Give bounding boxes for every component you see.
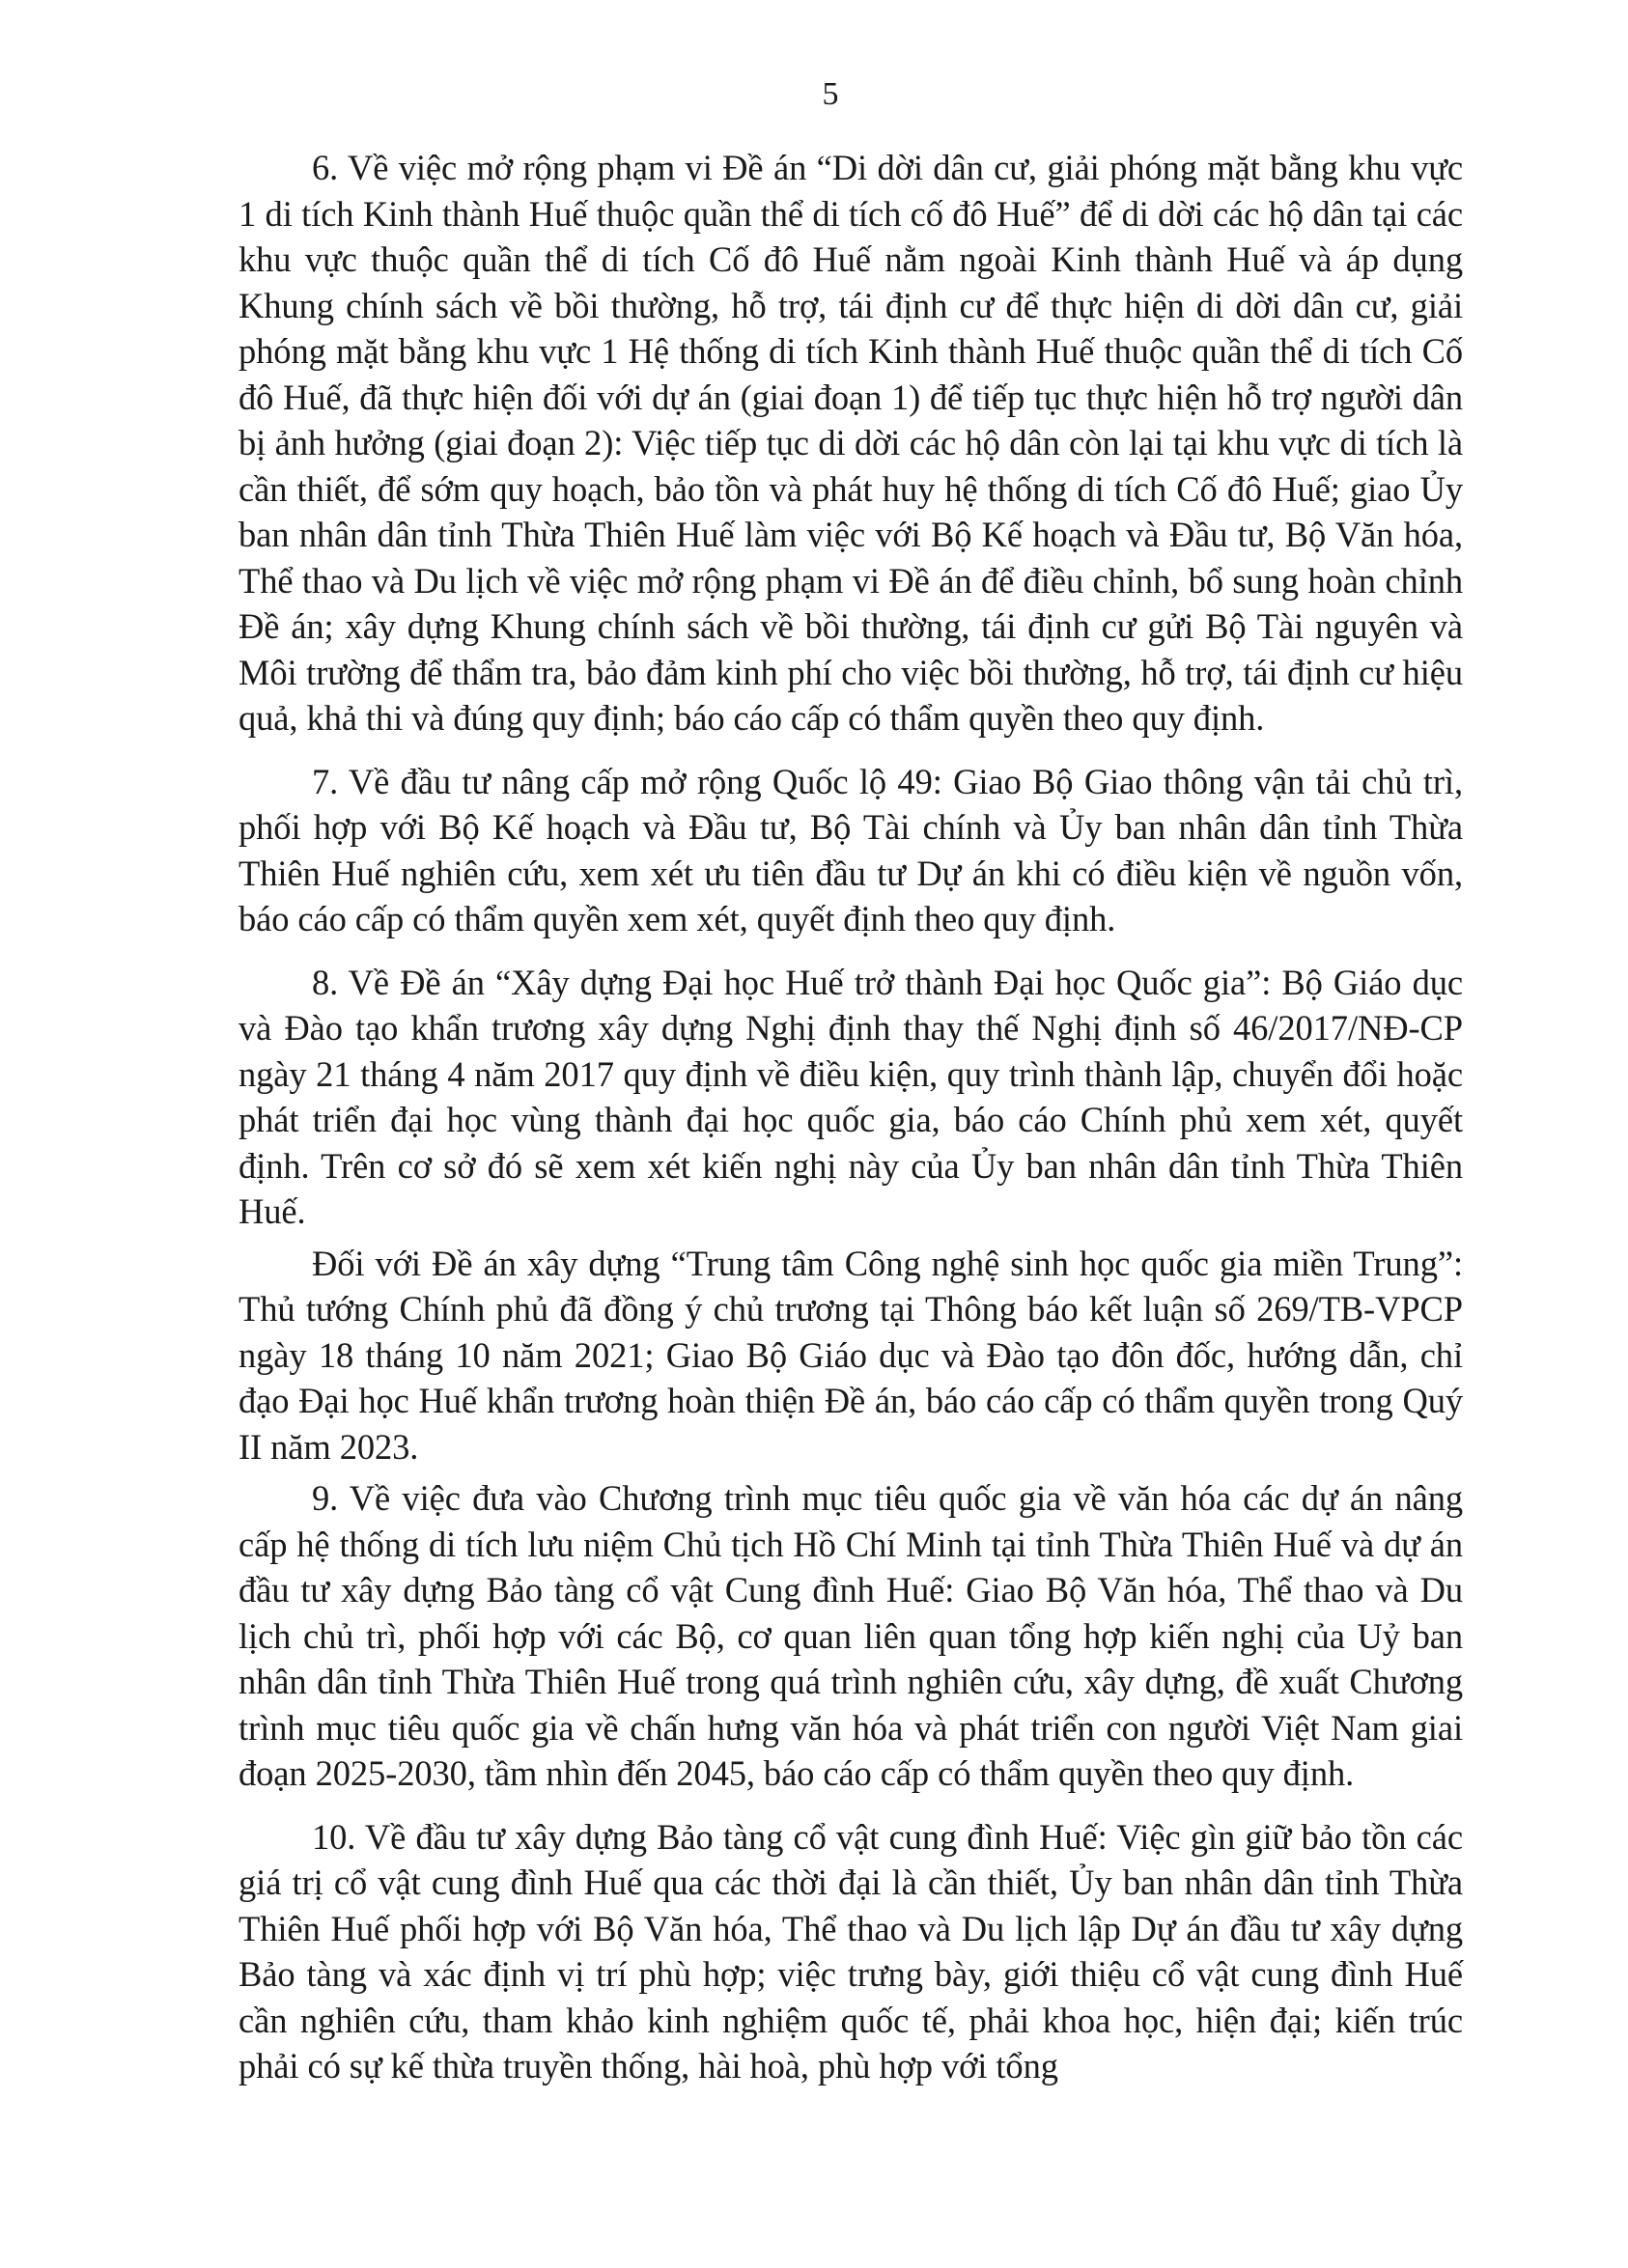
paragraph-6: 6. Về việc mở rộng phạm vi Đề án “Di dời dân cư, giải phóng mặt bằng khu vực 1 di tích Kinh thành Huế thuộc quần thể di tích cố đô Huế” để di dời các hộ dân tại các khu vực thuộc quần thể di tích Cố đô Huế nằm ngoài Kinh thành Huế và áp dụng Khung chính sách về bồi thường, hỗ trợ, tái định cư để thực hiện di dời dân cư, giải phóng mặt bằng khu vực 1 Hệ thống di tích Kinh thành Huế thuộc quần thể di tích Cố đô Huế, đã thực hiện đối với dự án (giai đoạn 1) để tiếp tục thực hiện hỗ trợ người dân bị ảnh hưởng (giai đoạn 2): Việc tiếp tục di dời các hộ dân còn lại tại khu vực di tích là cần thiết, để sớm quy hoạch, bảo tồn và phát huy hệ thống di tích Cố đô Huế; giao Ủy ban nhân dân tỉnh Thừa Thiên Huế làm việc với Bộ Kế hoạch và Đầu tư, Bộ Văn hóa, Thể thao và Du lịch về việc mở rộng phạm vi Đề án để điều chỉnh, bổ sung hoàn chỉnh Đề án; xây dựng Khung chính sách về bồi thường, tái định cư gửi Bộ Tài nguyên và Môi trường để thẩm tra, bảo đảm kinh phí cho việc bồi thường, hỗ trợ, tái định cư hiệu quả, khả thi và đúng quy định; báo cáo cấp có thẩm quyền theo quy định. (239, 148, 1463, 738)
document-body (239, 145, 1463, 2089)
paragraph-8: 8. Về Đề án “Xây dựng Đại học Huế trở thành Đại học Quốc gia”: Bộ Giáo dục và Đào tạo khẩn trương xây dựng Nghị định thay thế Nghị định số 46/2017/NĐ-CP ngày 21 tháng 4 năm 2017 quy định về điều kiện, quy trình thành lập, chuyển đổi hoặc phát triển đại học vùng thành đại học quốc gia, báo cáo Chính phủ xem xét, quyết định. Trên cơ sở đó sẽ xem xét kiến nghị này của Ủy ban nhân dân tỉnh Thừa Thiên Huế. (239, 962, 1463, 1231)
paragraph-8-biotech: Đối với Đề án xây dựng “Trung tâm Công nghệ sinh học quốc gia miền Trung”: Thủ tướng Chính phủ đã đồng ý chủ trương tại Thông báo kết luận số 269/TB-VPCP ngày 18 tháng 10 năm 2021; Giao Bộ Giáo dục và Đào tạo đôn đốc, hướng dẫn, chỉ đạo Đại học Huế khẩn trương hoàn thiện Đề án, báo cáo cấp có thẩm quyền trong Quý II năm 2023. (239, 1243, 1463, 1467)
paragraph-9: 9. Về việc đưa vào Chương trình mục tiêu quốc gia về văn hóa các dự án nâng cấp hệ thống di tích lưu niệm Chủ tịch Hồ Chí Minh tại tỉnh Thừa Thiên Huế và dự án đầu tư xây dựng Bảo tàng cổ vật Cung đình Huế: Giao Bộ Văn hóa, Thể thao và Du lịch chủ trì, phối hợp với các Bộ, cơ quan liên quan tổng hợp kiến nghị của Uỷ ban nhân dân tỉnh Thừa Thiên Huế trong quá trình nghiên cứu, xây dựng, đề xuất Chương trình mục tiêu quốc gia về chấn hưng văn hóa và phát triển con người Việt Nam giai đoạn 2025-2030, tầm nhìn đến 2045, báo cáo cấp có thẩm quyền theo quy định. (239, 1478, 1463, 1793)
page-number: 5 (822, 76, 839, 112)
paragraph-7: 7. Về đầu tư nâng cấp mở rộng Quốc lộ 49: Giao Bộ Giao thông vận tải chủ trì, phối hợp với Bộ Kế hoạch và Đầu tư, Bộ Tài chính và Ủy ban nhân dân tỉnh Thừa Thiên Huế nghiên cứu, xem xét ưu tiên đầu tư Dự án khi có điều kiện về nguồn vốn, báo cáo cấp có thẩm quyền xem xét, quyết định theo quy định. (239, 761, 1463, 938)
paragraph-10: 10. Về đầu tư xây dựng Bảo tàng cổ vật cung đình Huế: Việc gìn giữ bảo tồn các giá trị cổ vật cung đình Huế qua các thời đại là cần thiết, Ủy ban nhân dân tỉnh Thừa Thiên Huế phối hợp với Bộ Văn hóa, Thể thao và Du lịch lập Dự án đầu tư xây dựng Bảo tàng và xác định vị trí phù hợp; việc trưng bày, giới thiệu cổ vật cung đình Huế cần nghiên cứu, tham khảo kinh nghiệm quốc tế, phải khoa học, hiện đại; kiến trúc phải có sự kế thừa truyền thống, hài hoà, phù hợp với tổng (239, 1816, 1463, 2086)
